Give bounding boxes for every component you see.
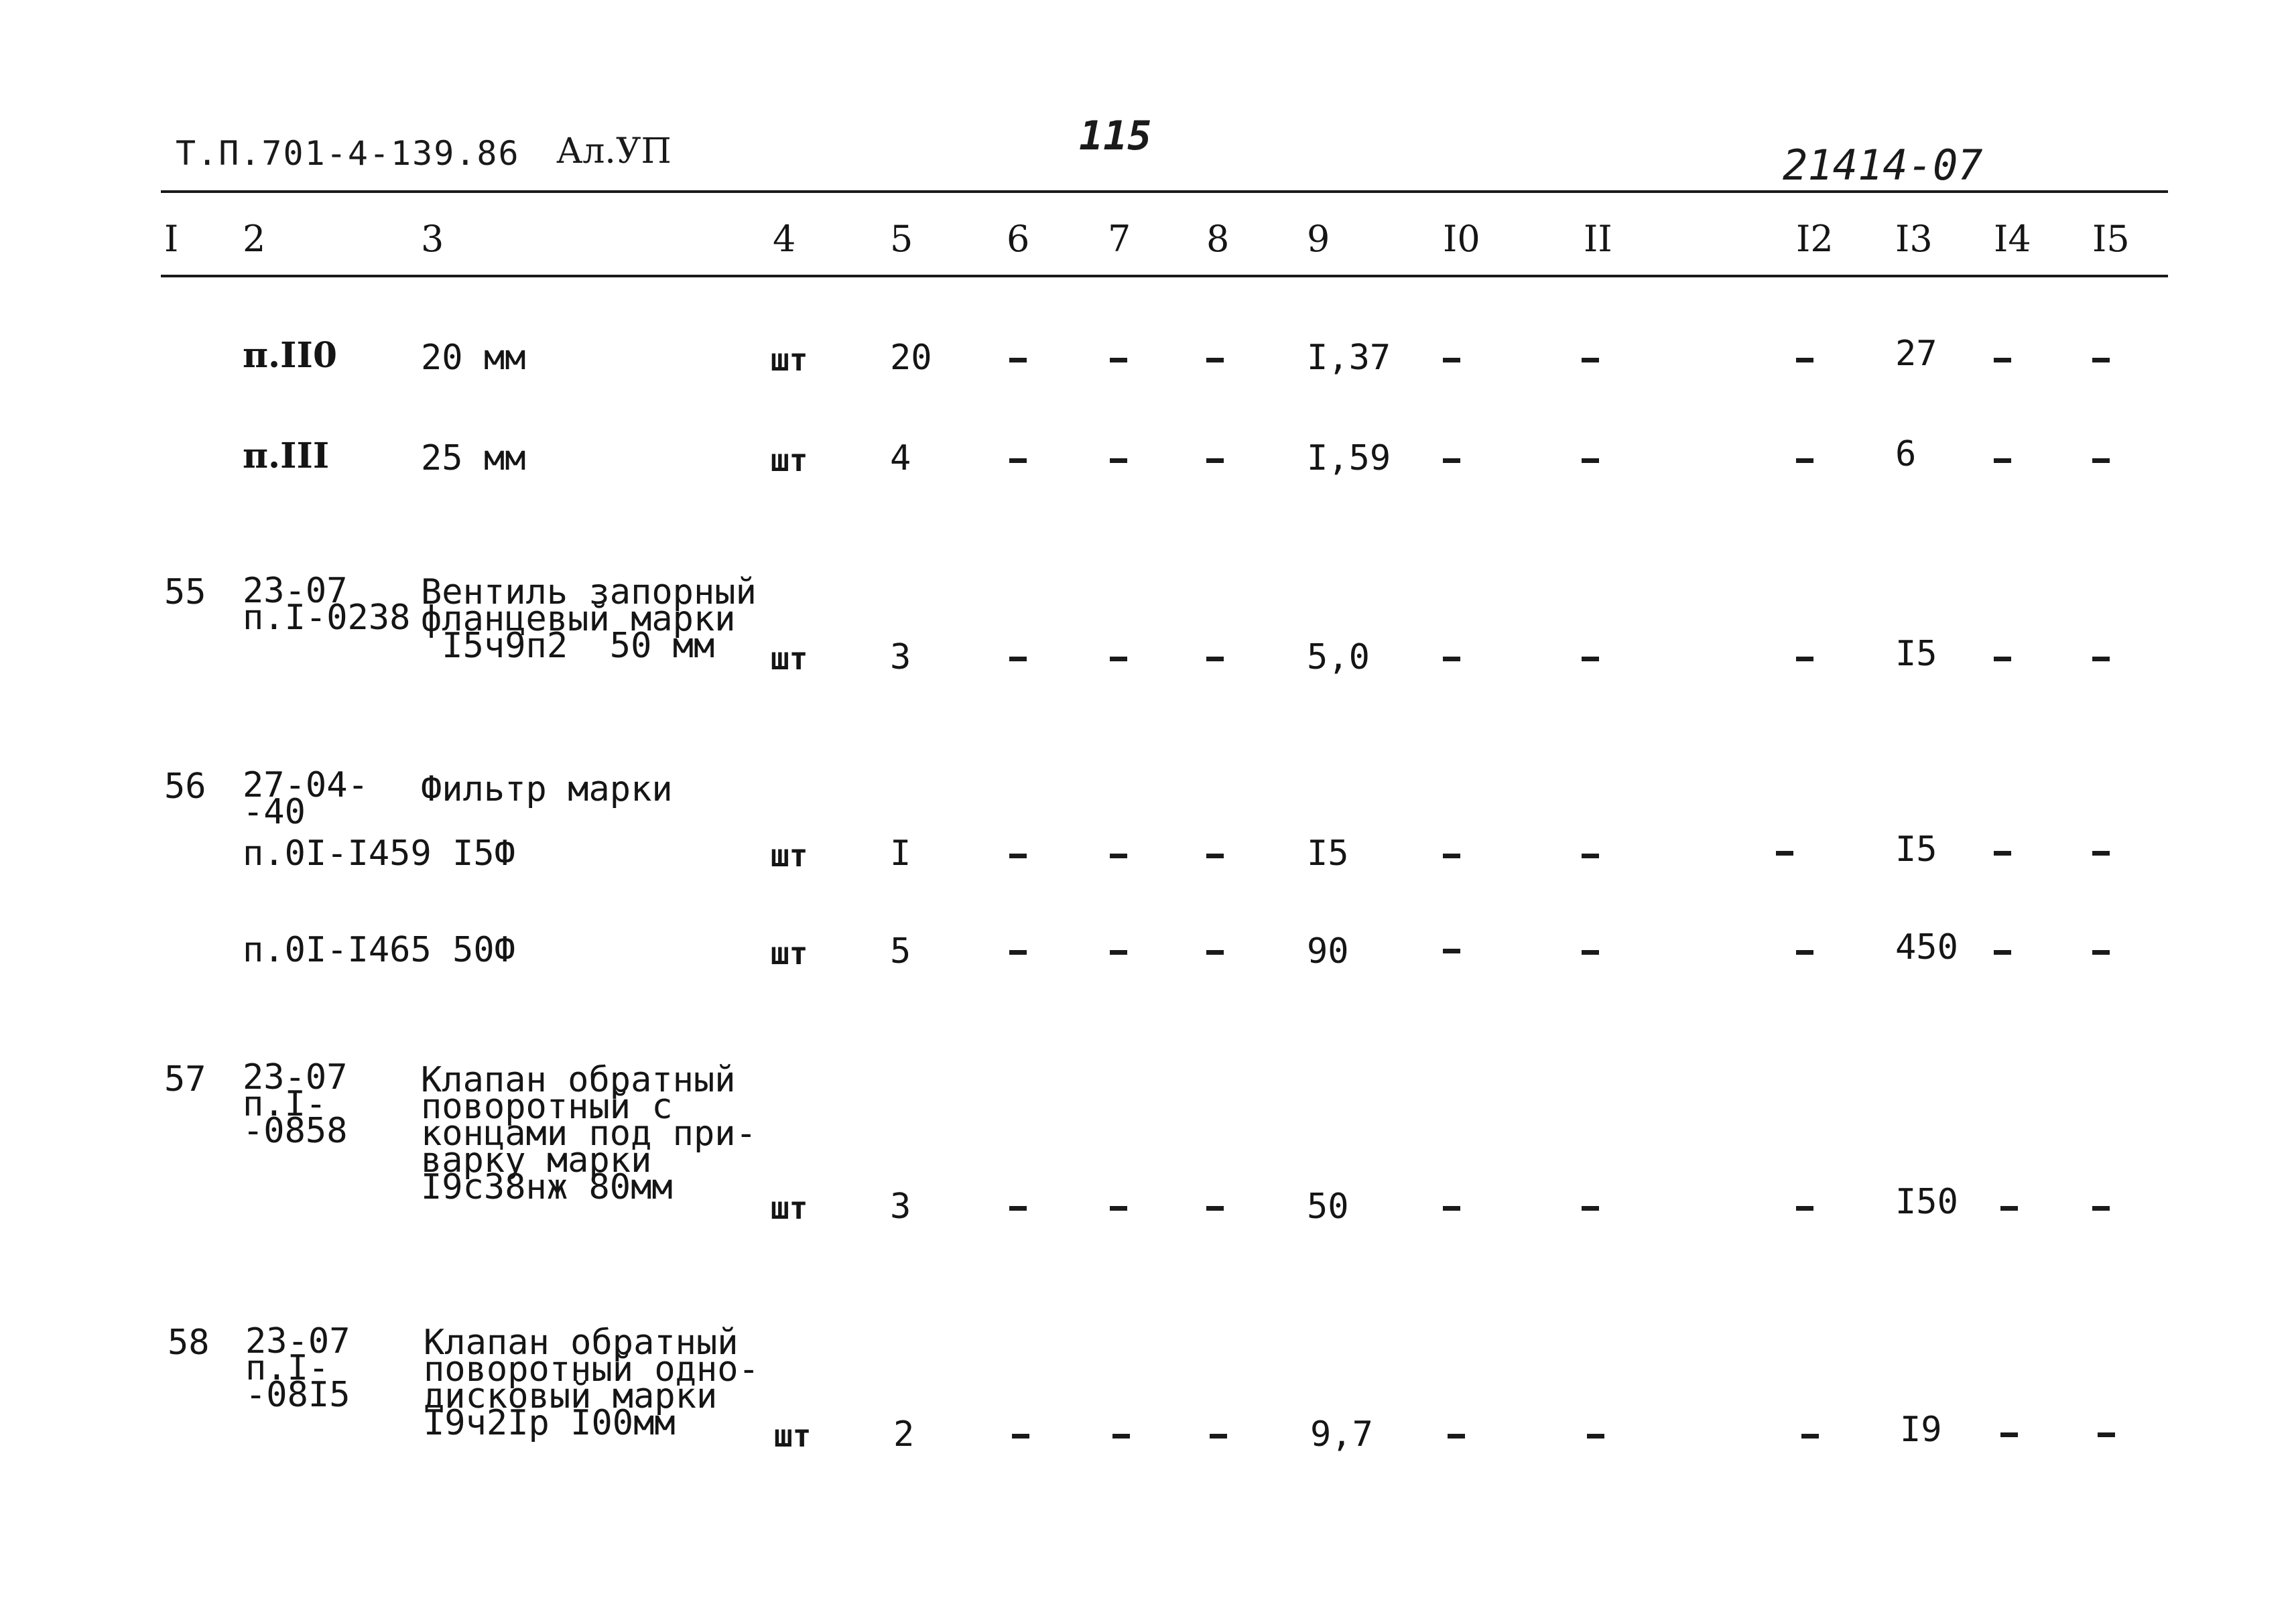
row-value-col9: I5 [1307, 833, 1349, 874]
row-code: п.0I-I459 I5Ф [243, 833, 515, 874]
row-quantity: 5 [890, 931, 911, 972]
dash-mark [1009, 950, 1027, 955]
dash-mark [1009, 1206, 1027, 1211]
row-unit: шт [771, 342, 808, 378]
dash-mark [1582, 657, 1599, 661]
column-number: 3 [421, 218, 444, 260]
row-quantity: 20 [890, 338, 932, 378]
dash-mark [2000, 1432, 2018, 1437]
row-number: 55 [164, 572, 206, 612]
dash-mark [1582, 458, 1599, 463]
column-number: 5 [890, 218, 913, 260]
dash-mark [1994, 458, 2011, 463]
dash-mark [2092, 657, 2110, 661]
dash-mark [1206, 950, 1224, 955]
dash-mark [1112, 1434, 1130, 1438]
dash-mark [2092, 458, 2110, 463]
row-value-col13: I5 [1895, 829, 1937, 870]
row-unit: шт [774, 1418, 812, 1454]
row-quantity: 2 [893, 1414, 915, 1455]
dash-mark [1009, 854, 1027, 858]
dash-mark [2092, 358, 2110, 362]
row-unit: шт [771, 838, 808, 874]
dash-mark [1206, 657, 1224, 661]
dash-mark [1206, 854, 1224, 858]
column-number: I2 [1796, 218, 1834, 260]
column-number: 8 [1206, 218, 1230, 260]
dash-mark [2092, 950, 2110, 955]
dash-mark [1110, 950, 1127, 955]
dash-mark [1443, 358, 1460, 362]
dash-mark [2098, 1432, 2115, 1437]
row-value-col9: 5,0 [1307, 637, 1370, 677]
row-value-col9: 90 [1307, 931, 1349, 972]
dash-mark [1012, 1434, 1029, 1438]
dash-mark [1443, 854, 1460, 858]
dash-mark [1801, 1434, 1819, 1438]
row-unit: шт [771, 1190, 808, 1226]
dash-mark [1448, 1434, 1465, 1438]
row-quantity: 3 [890, 1187, 911, 1227]
dash-mark [1776, 851, 1793, 856]
dash-mark [1796, 358, 1813, 362]
album-label: Ал.УП [556, 131, 672, 172]
column-number: I0 [1443, 218, 1480, 260]
column-number: I4 [1994, 218, 2031, 260]
row-description: Вентиль запорный фланцевый марки I5ч9п2 50 мм [421, 572, 757, 666]
row-description: Клапан обратный поворотный с концами под при- варку марки I9с38нж 80мм [421, 1060, 757, 1207]
column-number: 2 [243, 218, 266, 260]
dash-mark [1582, 1206, 1599, 1211]
dash-mark [2092, 1206, 2110, 1211]
dash-mark [1110, 458, 1127, 463]
header-rule [161, 190, 2168, 193]
column-number: II [1584, 218, 1612, 260]
dash-mark [1110, 854, 1127, 858]
dash-mark [1994, 950, 2011, 955]
dash-mark [1582, 854, 1599, 858]
row-code: п.II0 [243, 335, 337, 376]
row-value-col13: I50 [1895, 1182, 1958, 1222]
row-value-col13: 27 [1895, 334, 1937, 374]
row-code: 23-07 п.I- -0858 [243, 1057, 348, 1151]
column-number: 7 [1108, 218, 1131, 260]
row-code: п.III [243, 436, 330, 476]
dash-mark [1796, 458, 1813, 463]
dash-mark [1587, 1434, 1604, 1438]
row-value-col9: I,37 [1307, 338, 1391, 378]
row-description: Клапан обратный поворотный одно- дисковый марки I9ч2Iр I00мм [424, 1323, 759, 1443]
dash-mark [1443, 949, 1460, 953]
dash-mark [1110, 1206, 1127, 1211]
row-code: п.0I-I465 50Ф [243, 930, 515, 970]
column-number: 4 [773, 218, 796, 260]
row-quantity: 4 [890, 438, 911, 478]
row-unit: шт [771, 935, 808, 972]
row-quantity: 3 [890, 637, 911, 677]
row-number: 57 [164, 1059, 206, 1099]
dash-mark [1582, 950, 1599, 955]
row-code: 23-07 п.I- -08I5 [245, 1321, 350, 1415]
dash-mark [1582, 358, 1599, 362]
column-number: I5 [2092, 218, 2130, 260]
row-value-col13: 450 [1895, 927, 1958, 967]
dash-mark [1110, 657, 1127, 661]
dash-mark [1994, 657, 2011, 661]
dash-mark [1009, 358, 1027, 362]
row-description: 20 мм [421, 338, 526, 378]
row-quantity: I [890, 833, 911, 874]
row-code: 23-07 п.I-0238 [243, 571, 411, 638]
row-value-col13: I5 [1895, 634, 1937, 674]
dash-mark [1110, 358, 1127, 362]
dash-mark [1796, 1206, 1813, 1211]
page-number: 115 [1079, 113, 1152, 159]
row-value-col9: 50 [1307, 1187, 1349, 1227]
dash-mark [1443, 458, 1460, 463]
document-code: Т.П.701-4-139.86 [176, 134, 520, 173]
dash-mark [1994, 851, 2011, 856]
row-number: 58 [168, 1323, 210, 1363]
dash-mark [1443, 1206, 1460, 1211]
dash-mark [1796, 950, 1813, 955]
dash-mark [1994, 358, 2011, 362]
dash-mark [1443, 657, 1460, 661]
column-number: 6 [1007, 218, 1030, 260]
dash-mark [1210, 1434, 1227, 1438]
columns-rule [161, 275, 2168, 277]
row-description: Фильтр марки [421, 769, 673, 809]
row-code: 27-04- -40 [243, 765, 369, 832]
row-value-col13: 6 [1895, 434, 1917, 474]
row-number: 56 [164, 766, 206, 807]
dash-mark [1796, 657, 1813, 661]
row-description: 25 мм [421, 438, 526, 478]
column-number: I [164, 218, 179, 260]
dash-mark [1206, 358, 1224, 362]
column-number: 9 [1307, 218, 1330, 260]
row-value-col13: I9 [1900, 1410, 1942, 1450]
row-unit: шт [771, 641, 808, 677]
dash-mark [2000, 1206, 2018, 1211]
row-unit: шт [771, 442, 808, 478]
row-value-col9: 9,7 [1310, 1414, 1373, 1455]
dash-mark [1009, 657, 1027, 661]
dash-mark [1206, 1206, 1224, 1211]
dash-mark [2092, 851, 2110, 856]
dash-mark [1206, 458, 1224, 463]
dash-mark [1009, 458, 1027, 463]
sheet-number: 21414-07 [1783, 141, 1983, 190]
column-number: I3 [1895, 218, 1933, 260]
row-value-col9: I,59 [1307, 438, 1391, 478]
